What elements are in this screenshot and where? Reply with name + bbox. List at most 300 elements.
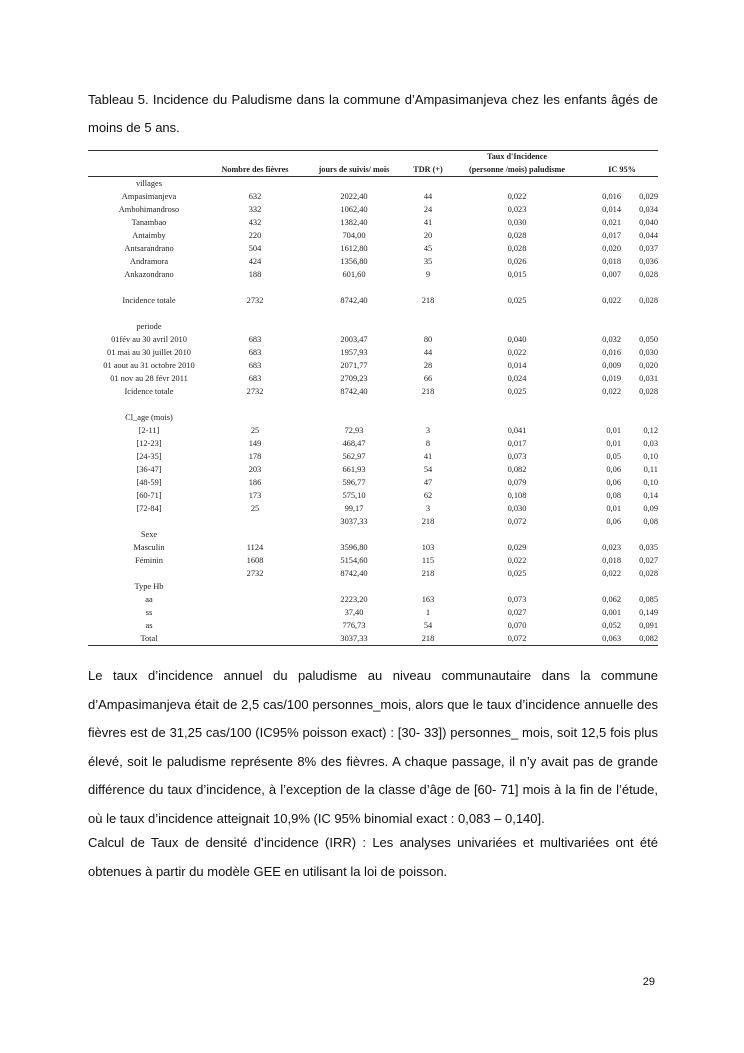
table-cell: 0,079	[507, 478, 527, 487]
table-cell: 0,06	[606, 478, 621, 487]
table-cell: 3	[425, 504, 431, 513]
table-row	[88, 437, 658, 450]
table-cell: 218	[408, 632, 448, 646]
table-cell: 0,032	[602, 335, 621, 344]
table-cell: 0,024	[507, 374, 527, 383]
header-follow-up-days: jours de suivis/ mois	[300, 163, 408, 177]
table-cell: 178	[248, 452, 262, 461]
table-cell: 0,01	[606, 426, 621, 435]
header-cell	[586, 151, 658, 164]
table-row	[88, 216, 658, 229]
page-number: 29	[642, 976, 655, 988]
table-row	[88, 398, 658, 411]
table-cell	[408, 398, 448, 411]
table-cell: 3596,80	[340, 543, 368, 552]
row-label-cell: Antsarandrano	[124, 244, 174, 253]
table-row	[88, 411, 658, 424]
table-row	[88, 606, 658, 619]
table-row	[88, 268, 658, 281]
table-cell: 188	[248, 270, 262, 279]
table-cell: 776,73	[342, 621, 366, 630]
table-cell: 0,030	[507, 218, 527, 227]
table-cell: 2732	[246, 387, 264, 396]
row-label-cell: Ambohimandroso	[118, 205, 180, 214]
table-cell: 0,072	[448, 632, 586, 646]
row-label-cell	[88, 307, 210, 320]
row-label-cell: 01fév au 30 avril 2010	[111, 335, 187, 344]
table-cell: 25	[250, 504, 260, 513]
table-cell: 0,018	[602, 257, 621, 266]
row-label-cell: Masculin	[133, 543, 165, 552]
row-label-cell: Ampasimanjeva	[121, 192, 177, 201]
table-cell: 1382,40	[340, 218, 368, 227]
table-cell: 218	[421, 517, 435, 526]
table-cell: 2003,47	[340, 335, 368, 344]
table-cell: 2022,40	[340, 192, 368, 201]
table-cell: 80	[423, 335, 433, 344]
row-label-cell: [48-59]	[136, 478, 162, 487]
table-row	[88, 281, 658, 294]
table-row	[88, 567, 658, 580]
header-fevers: Nombre des fièvres	[210, 163, 300, 177]
table-cell	[625, 411, 658, 424]
table-cell: 0,091	[639, 621, 658, 630]
table-row	[88, 372, 658, 385]
table-cell: 0,040	[507, 335, 527, 344]
table-cell: 0,029	[507, 543, 527, 552]
table-cell: 0,022	[507, 192, 527, 201]
table-cell: 504	[248, 244, 262, 253]
table-row	[88, 307, 658, 320]
table-cell	[408, 320, 448, 333]
table-cell: 0,016	[602, 192, 621, 201]
table-cell	[625, 281, 658, 294]
table-cell: 0,028	[507, 231, 527, 240]
table-cell	[300, 411, 408, 424]
table-cell: 45	[423, 244, 433, 253]
table-cell	[210, 281, 300, 294]
table-cell: 0,073	[507, 595, 527, 604]
table-cell: 0,11	[643, 465, 658, 474]
table-cell: 0,12	[643, 426, 658, 435]
table-cell: 28	[423, 361, 433, 370]
row-label-cell: ss	[145, 608, 153, 617]
table-cell: 0,030	[639, 348, 658, 357]
table-cell	[210, 398, 300, 411]
table-cell: 0,034	[639, 205, 658, 214]
table-cell: 0,022	[602, 387, 621, 396]
header-cell	[300, 151, 408, 164]
table-cell: 163	[421, 595, 435, 604]
table-cell: 596,77	[342, 478, 366, 487]
table-cell: 0,023	[602, 543, 621, 552]
table-cell	[408, 177, 448, 191]
table-cell: 62	[423, 491, 433, 500]
table-cell: 3037,33	[300, 632, 408, 646]
table-cell: 0,022	[507, 556, 527, 565]
table-cell: 683	[248, 335, 262, 344]
table-cell: 103	[421, 543, 435, 552]
table-cell: 1356,80	[340, 257, 368, 266]
header-ci95: IC 95%	[586, 163, 658, 177]
table-cell	[625, 307, 658, 320]
table-cell: 632	[248, 192, 262, 201]
table-row	[88, 593, 658, 606]
table-cell: 601,60	[342, 270, 366, 279]
table-cell	[210, 619, 300, 632]
table-cell: 24	[423, 205, 433, 214]
row-label-cell: as	[145, 621, 153, 630]
header-cell	[88, 163, 210, 177]
table-cell	[586, 281, 625, 294]
row-label-cell: Tanambao	[131, 218, 167, 227]
row-label-cell	[88, 281, 210, 294]
table-cell	[448, 177, 586, 191]
row-label-cell: Cl_age (mois)	[125, 413, 173, 422]
table-header-row-2	[88, 163, 658, 177]
table-cell: 0,149	[639, 608, 658, 617]
table-cell	[448, 398, 586, 411]
table-cell	[300, 528, 408, 541]
table-cell: 0,073	[507, 452, 527, 461]
table-row	[88, 255, 658, 268]
table-cell: 0,044	[639, 231, 658, 240]
row-label-cell: 01 nov au 28 févr 2011	[110, 374, 188, 383]
table-cell: 0,014	[602, 205, 621, 214]
table-cell: 54	[423, 465, 433, 474]
table-cell: 99,17	[344, 504, 364, 513]
row-label-cell: Féminin	[135, 556, 163, 565]
table-cell: 0,10	[643, 478, 658, 487]
table-row	[88, 190, 658, 203]
table-cell: 1608	[246, 556, 264, 565]
table-row	[88, 333, 658, 346]
table-cell	[586, 398, 625, 411]
table-cell: 0,001	[602, 608, 621, 617]
table-cell: 0,023	[507, 205, 527, 214]
row-label-cell: Type Hb	[134, 582, 164, 591]
table-cell: 2709,23	[340, 374, 368, 383]
table-cell: 0,022	[602, 296, 621, 305]
table-cell: 0,06	[606, 465, 621, 474]
table-cell: 0,041	[507, 426, 527, 435]
table-cell: 186	[248, 478, 262, 487]
table-cell: 683	[248, 374, 262, 383]
table-cell: 0,108	[507, 491, 527, 500]
table-cell: 0,01	[606, 504, 621, 513]
table-cell	[408, 411, 448, 424]
table-cell: 2732	[246, 296, 264, 305]
table-cell: 0,085	[639, 595, 658, 604]
table-row	[88, 502, 658, 515]
table-row	[88, 515, 658, 528]
table-cell: 203	[248, 465, 262, 474]
table-row	[88, 177, 658, 191]
table-cell	[210, 307, 300, 320]
table-cell: 218	[421, 296, 435, 305]
table-cell: 704,00	[342, 231, 366, 240]
table-cell	[210, 177, 300, 191]
table-row	[88, 424, 658, 437]
table-row	[88, 619, 658, 632]
table-cell: 0,015	[507, 270, 527, 279]
table-cell: 0,06	[606, 517, 621, 526]
table-cell	[210, 320, 300, 333]
table-cell: 218	[421, 569, 435, 578]
row-label-cell: periode	[136, 322, 162, 331]
table-cell: 35	[423, 257, 433, 266]
table-cell	[625, 580, 658, 593]
row-label-cell: Antaimby	[132, 231, 166, 240]
table-cell: 0,037	[639, 244, 658, 253]
table-row	[88, 203, 658, 216]
paragraph-incidence: Le taux d’incidence annuel du paludisme au niveau communautaire dans la commune d’Ampasimanjeva était de 2,5 cas/100 personnes_mois, alors que le taux d’incidence annuelle des fièvres est de 31,25 cas/100 (IC95% poisson exact) : [30- 33]) personnes_ mois, soit 12,5 fois plus élevé, soit le paludisme représente 8% des fièvres. A chaque passage, il n’y avait pas de grande différence du taux d’incidence, à l’exception de la classe d’âge de [60- 71] mois à la fin de l’étude, où le taux d’incidence atteignait 10,9% (IC 95% binomial exact : 0,083 – 0,140].	[88, 668, 658, 826]
table-cell: 0,028	[639, 569, 658, 578]
table-cell: 0,027	[639, 556, 658, 565]
header-cell	[88, 151, 210, 164]
table-cell	[210, 411, 300, 424]
table-row	[88, 242, 658, 255]
table-cell: 0,035	[639, 543, 658, 552]
table-cell: 332	[248, 205, 262, 214]
table-cell: 54	[423, 621, 433, 630]
table-cell	[300, 580, 408, 593]
table-cell	[300, 281, 408, 294]
table-row	[88, 541, 658, 554]
table-cell: 44	[423, 348, 433, 357]
table-cell: 66	[423, 374, 433, 383]
table-cell	[586, 580, 625, 593]
row-label-cell: Sexe	[140, 530, 158, 539]
table-cell: 44	[423, 192, 433, 201]
table-cell: 0,014	[507, 361, 527, 370]
table-cell: 0,063	[586, 632, 625, 646]
table-row	[88, 320, 658, 333]
row-label-cell: [36-47]	[136, 465, 162, 474]
table-row	[88, 294, 658, 307]
table-cell: 1612,80	[340, 244, 368, 253]
table-cell	[300, 307, 408, 320]
table-cell: 0,029	[639, 192, 658, 201]
table-header-row-1	[88, 151, 658, 164]
table-cell	[586, 320, 625, 333]
table-cell: 0,025	[507, 569, 527, 578]
header-person-month: (personne /mois) paludisme	[448, 163, 586, 177]
row-label-cell: Incidence totale	[122, 296, 176, 305]
table-cell	[210, 528, 300, 541]
table-cell: 683	[248, 361, 262, 370]
table-cell	[210, 515, 300, 528]
table-cell: 2732	[246, 569, 264, 578]
table-cell: 0,09	[643, 504, 658, 513]
header-incidence-rate: Taux d'Incidence	[448, 151, 586, 164]
table-row	[88, 489, 658, 502]
table-cell: 0,036	[639, 257, 658, 266]
row-label-cell: Andramora	[129, 257, 169, 266]
table-cell: 1124	[246, 543, 264, 552]
table-cell: 0,01	[606, 439, 621, 448]
table-cell	[586, 528, 625, 541]
table-row	[88, 580, 658, 593]
table-cell: 0,05	[606, 452, 621, 461]
table-cell: 1062,40	[340, 205, 368, 214]
row-label-cell: Total	[88, 632, 210, 646]
table-cell: 0,017	[602, 231, 621, 240]
table-cell	[586, 307, 625, 320]
table-row	[88, 359, 658, 372]
table-cell: 3	[425, 426, 431, 435]
table-cell	[300, 177, 408, 191]
table-cell: 0,018	[602, 556, 621, 565]
table-cell: 0,031	[639, 374, 658, 383]
row-label-cell	[88, 567, 210, 580]
table-cell: 8742,40	[340, 387, 368, 396]
row-label-cell	[88, 398, 210, 411]
table-cell	[210, 606, 300, 619]
table-cell: 0,072	[507, 517, 527, 526]
table-cell: 173	[248, 491, 262, 500]
table-cell: 0,082	[625, 632, 658, 646]
table-cell: 0,03	[643, 439, 658, 448]
table-cell: 562,97	[342, 452, 366, 461]
table-row	[88, 385, 658, 398]
table-cell: 424	[248, 257, 262, 266]
table-cell: 0,025	[507, 387, 527, 396]
table-cell: 0,08	[643, 517, 658, 526]
table-cell: 115	[421, 556, 435, 565]
table-cell: 0,028	[639, 270, 658, 279]
table-cell: 0,007	[602, 270, 621, 279]
table-cell: 20	[423, 231, 433, 240]
table-cell	[625, 398, 658, 411]
table-cell: 5154,60	[340, 556, 368, 565]
table-cell: 1957,93	[340, 348, 368, 357]
table-cell: 0,040	[639, 218, 658, 227]
table-cell: 0,022	[507, 348, 527, 357]
row-label-cell: [60-71]	[136, 491, 162, 500]
table-cell: 0,027	[507, 608, 527, 617]
table-row	[88, 528, 658, 541]
table-cell	[300, 398, 408, 411]
table-cell: 37,40	[344, 608, 364, 617]
table-cell: 575,10	[342, 491, 366, 500]
table-cell	[408, 528, 448, 541]
table-cell: 72,93	[344, 426, 364, 435]
table-cell: 41	[423, 452, 433, 461]
header-tdr: TDR (+)	[408, 163, 448, 177]
table-cell: 8	[425, 439, 431, 448]
table-cell	[408, 580, 448, 593]
row-label-cell: [72-84]	[136, 504, 162, 513]
table-cell	[448, 281, 586, 294]
table-cell	[448, 528, 586, 541]
table-cell: 0,028	[639, 387, 658, 396]
table-cell	[625, 320, 658, 333]
table-cell: 2223,20	[340, 595, 368, 604]
table-row	[88, 463, 658, 476]
header-cell	[408, 151, 448, 164]
table-cell: 0,026	[507, 257, 527, 266]
table-cell: 0,070	[507, 621, 527, 630]
row-label-cell: aa	[145, 595, 153, 604]
table-cell: 0,030	[507, 504, 527, 513]
table-cell: 0,020	[639, 361, 658, 370]
table-row	[88, 346, 658, 359]
table-cell: 0,082	[507, 465, 527, 474]
row-label-cell: [2-11]	[138, 426, 160, 435]
table-cell	[586, 411, 625, 424]
table-row	[88, 476, 658, 489]
incidence-table	[88, 150, 658, 646]
table-cell	[408, 281, 448, 294]
table-cell: 8742,40	[340, 569, 368, 578]
table-cell: 1	[425, 608, 431, 617]
row-label-cell: [24-35]	[136, 452, 162, 461]
table-cell: 3037,33	[340, 517, 368, 526]
table-cell	[210, 632, 300, 646]
table-cell	[448, 307, 586, 320]
paragraph-irr: Calcul de Taux de densité d’incidence (IRR) : Les analyses univariées et multivariées ont été obtenues à partir du modèle GEE en utilisant la loi de poisson.	[88, 835, 658, 879]
table-cell: 41	[423, 218, 433, 227]
table-cell: 220	[248, 231, 262, 240]
table-cell: 0,028	[639, 296, 658, 305]
table-cell: 0,025	[507, 296, 527, 305]
table-cell: 0,020	[602, 244, 621, 253]
table-cell: 0,08	[606, 491, 621, 500]
row-label-cell: [12-23]	[136, 439, 162, 448]
table-cell: 0,14	[643, 491, 658, 500]
table-cell: 0,022	[602, 569, 621, 578]
table-cell: 0,021	[602, 218, 621, 227]
table-cell	[625, 528, 658, 541]
table-cell: 0,016	[602, 348, 621, 357]
table-cell: 0,050	[639, 335, 658, 344]
table-cell: 149	[248, 439, 262, 448]
table-cell: 218	[421, 387, 435, 396]
table-cell: 661,93	[342, 465, 366, 474]
table-cell: 8742,40	[340, 296, 368, 305]
table-caption: Tableau 5. Incidence du Paludisme dans la commune d’Ampasimanjeva chez les enfants âgés de moins de 5 ans.	[88, 92, 658, 135]
table-cell	[586, 177, 625, 191]
table-cell: 47	[423, 478, 433, 487]
table-cell	[448, 320, 586, 333]
row-label-cell: Icidence totale	[124, 387, 174, 396]
table-cell: 0,062	[602, 595, 621, 604]
table-cell	[625, 177, 658, 191]
table-cell	[210, 580, 300, 593]
table-cell	[300, 320, 408, 333]
table-row	[88, 632, 658, 646]
table-cell: 2071,77	[340, 361, 368, 370]
table-cell: 25	[250, 426, 260, 435]
table-cell: 432	[248, 218, 262, 227]
header-cell	[210, 151, 300, 164]
table-cell: 0,10	[643, 452, 658, 461]
table-cell	[408, 307, 448, 320]
table-row	[88, 554, 658, 567]
table-cell: 468,47	[342, 439, 366, 448]
table-cell: 0,009	[602, 361, 621, 370]
row-label-cell	[88, 515, 210, 528]
table-row	[88, 229, 658, 242]
table-cell	[448, 580, 586, 593]
table-row	[88, 450, 658, 463]
table-cell: 0,052	[602, 621, 621, 630]
row-label-cell: 01 mai au 30 juillet 2010	[107, 348, 191, 357]
table-cell: 0,028	[507, 244, 527, 253]
table-cell	[448, 411, 586, 424]
table-cell	[210, 593, 300, 606]
